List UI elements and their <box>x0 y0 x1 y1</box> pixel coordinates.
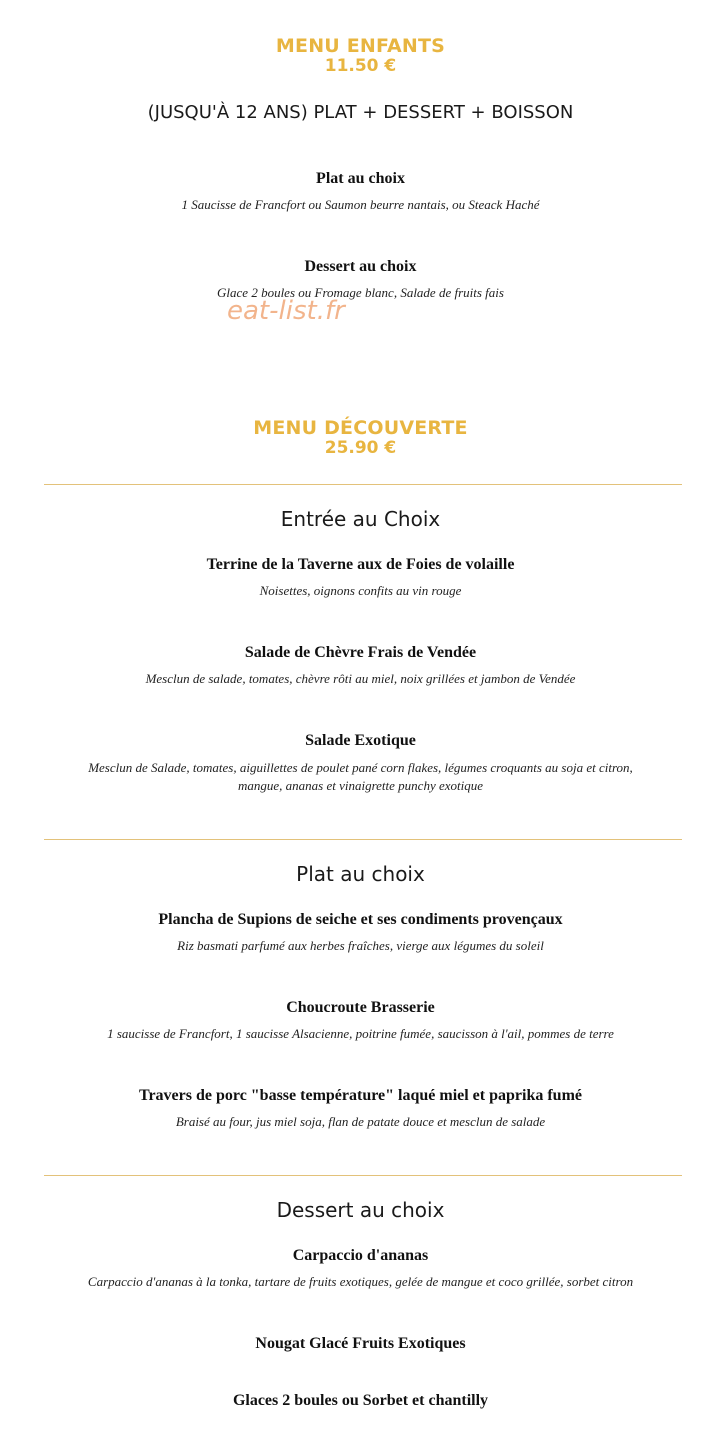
menu-item-desc: Carpaccio d'ananas à la tonka, tartare de fruits exotiques, gelée de mangue et coco grillée, sorbet citron <box>87 1274 634 1289</box>
menu-item-name: Travers de porc "basse température" laqué miel et paprika fumé <box>138 1087 583 1104</box>
menu-item-desc: 1 saucisse de Francfort, 1 saucisse Alsacienne, poitrine fumée, saucisson à l'ail, pommes de terre <box>107 1026 614 1041</box>
menu-decouverte-price: 25.90 € <box>324 438 397 458</box>
section-divider <box>44 839 682 840</box>
section-divider <box>44 484 682 485</box>
menu-enfants-title: MENU ENFANTS <box>275 35 446 57</box>
menu-decouverte-title: MENU DÉCOUVERTE <box>253 417 468 439</box>
menu-item-name: Dessert au choix <box>304 258 417 275</box>
section-divider <box>44 1175 682 1176</box>
menu-item-desc: Noisettes, oignons confits au vin rouge <box>259 583 462 598</box>
menu-item-desc: Glace 2 boules ou Fromage blanc, Salade de fruits fais <box>217 285 504 300</box>
section-title-entree: Entrée au Choix <box>280 507 441 531</box>
menu-item-desc: Mesclun de Salade, tomates, aiguillettes de poulet pané corn flakes, légumes croquants au soja et citron, <box>88 760 633 775</box>
menu-item-name: Plat au choix <box>316 170 405 187</box>
menu-item-desc-line2: mangue, ananas et vinaigrette punchy exotique <box>237 778 483 793</box>
watermark: eat-list.fr <box>227 296 345 326</box>
menu-item-name: Plancha de Supions de seiche et ses condiments provençaux <box>158 911 563 928</box>
menu-item-desc: Riz basmati parfumé aux herbes fraîches, vierge aux légumes du soleil <box>177 938 544 953</box>
menu-item-desc: 1 Saucisse de Francfort ou Saumon beurre nantais, ou Steack Haché <box>181 197 540 212</box>
section-title-dessert: Dessert au choix <box>276 1198 445 1222</box>
menu-item-name: Glaces 2 boules ou Sorbet et chantilly <box>232 1392 489 1409</box>
section-title-plat: Plat au choix <box>296 862 425 886</box>
menu-enfants-price: 11.50 € <box>324 56 397 76</box>
menu-item-name: Carpaccio d'ananas <box>292 1247 429 1264</box>
menu-item-name: Salade de Chèvre Frais de Vendée <box>244 644 477 661</box>
menu-item-name: Terrine de la Taverne aux de Foies de volaille <box>206 556 515 573</box>
menu-item-desc: Braisé au four, jus miel soja, flan de patate douce et mesclun de salade <box>175 1114 546 1129</box>
menu-enfants-subtitle: (JUSQU'À 12 ANS) PLAT + DESSERT + BOISSON <box>147 102 574 123</box>
menu-item-name: Choucroute Brasserie <box>286 999 435 1016</box>
menu-item-name: Nougat Glacé Fruits Exotiques <box>255 1335 466 1352</box>
menu-item-name: Salade Exotique <box>305 732 416 749</box>
menu-item-desc: Mesclun de salade, tomates, chèvre rôti au miel, noix grillées et jambon de Vendée <box>145 671 576 686</box>
